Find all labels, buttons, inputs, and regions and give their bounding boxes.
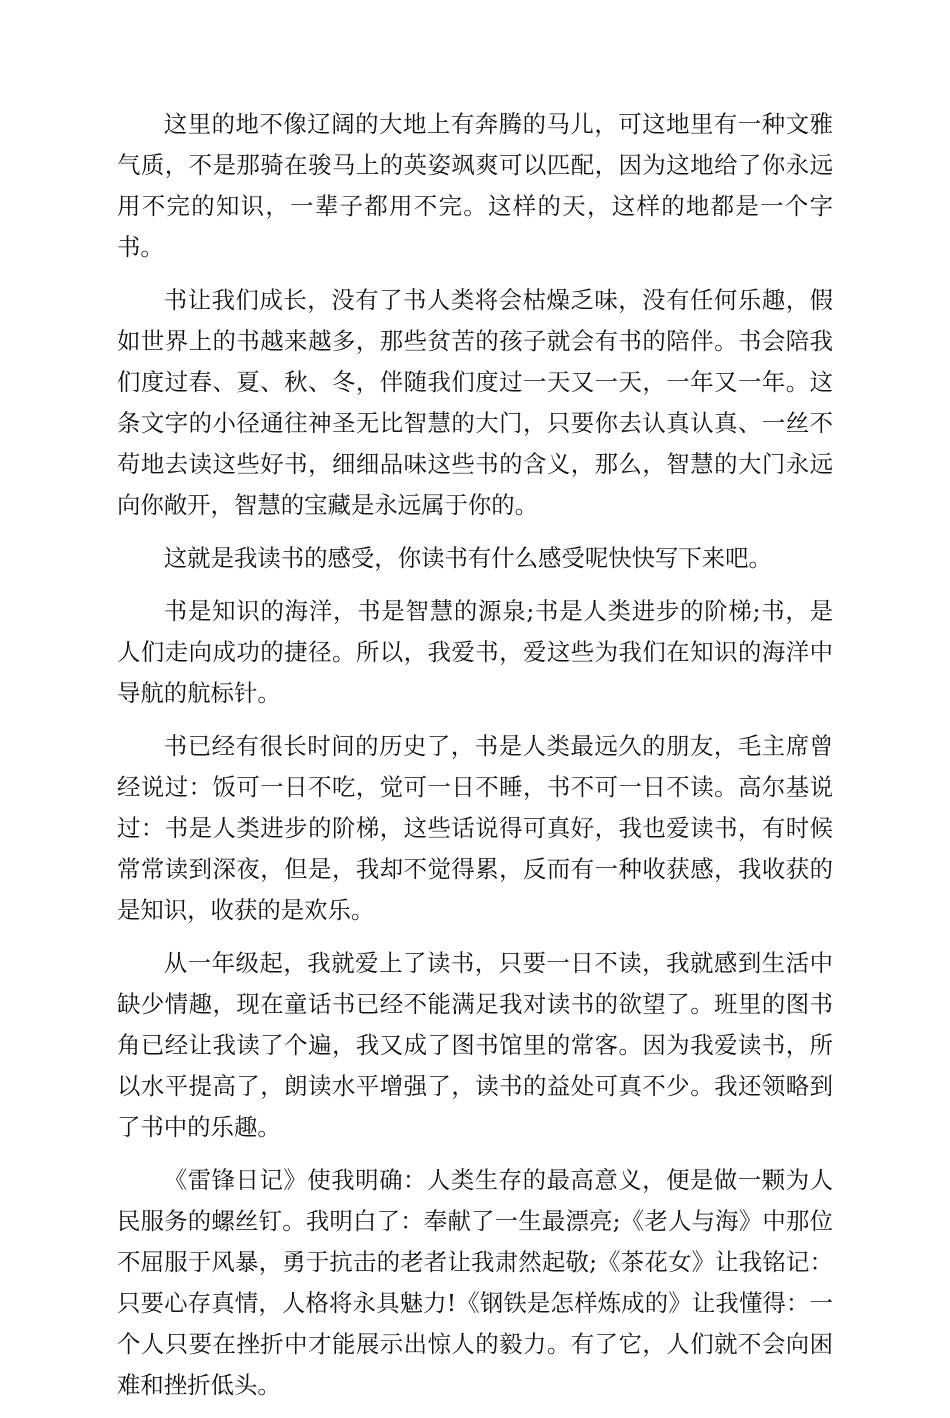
document-body (117, 104, 833, 1418)
paragraph-2: 书让我们成长，没有了书人类将会枯燥乏味，没有任何乐趣，假如世界上的书越来越多，那些贫苦的孩子就会有书的陪伴。书会陪我们度过春、夏、秋、冬，伴随我们度过一天又一天，一年又一年。这条文字的小径通往神圣无比智慧的大门，只要你去认真认真、一丝不苟地去读这些好书，细细品味这些书的含义，那么，智慧的大门永远向你敞开，智慧的宝藏是永远属于你的。 (117, 286, 833, 519)
paragraph-3: 这就是我读书的感受，你读书有什么感受呢快快写下来吧。 (163, 544, 772, 572)
paragraph-5: 书已经有很长时间的历史了，书是人类最远久的朋友，毛主席曾经说过：饭可一日不吃，觉可一日不睡，书不可一日不读。高尔基说过：书是人类进步的阶梯，这些话说得可真好，我也爱读书，有时候常常读到深夜，但是，我却不觉得累，反而有一种收获感，我收获的是知识，收获的是欢乐。 (117, 732, 833, 924)
paragraph-6: 从一年级起，我就爱上了读书，只要一日不读，我就感到生活中缺少情趣，现在童话书已经不能满足我对读书的欲望了。班里的图书角已经让我读了个遍，我又成了图书馆里的常客。因为我爱读书，所以水平提高了，朗读水平增强了，读书的益处可真不少。我还领略到了书中的乐趣。 (117, 949, 833, 1141)
paragraph-7: 《雷锋日记》使我明确：人类生存的最高意义，便是做一颗为人民服务的螺丝钉。我明白了：奉献了一生最漂亮;《老人与海》中那位不屈服于风暴，勇于抗击的老者让我肃然起敬;《茶花女》让我铭记：只要心存真情，人格将永具魅力!《钢铁是怎样炼成的》让我懂得：一个人只要在挫折中才能展示出惊人的毅力。有了它，人们就不会向困难和挫折低头。 (117, 1166, 833, 1399)
paragraph-1: 这里的地不像辽阔的大地上有奔腾的马儿，可这地里有一种文雅气质，不是那骑在骏马上的英姿飒爽可以匹配，因为这地给了你永远用不完的知识，一辈子都用不完。这样的天，这样的地都是一个字书。 (117, 110, 833, 261)
paragraph-4: 书是知识的海洋，书是智慧的源泉;书是人类进步的阶梯;书，是人们走向成功的捷径。所以，我爱书，爱这些为我们在知识的海洋中导航的航标针。 (117, 597, 833, 707)
